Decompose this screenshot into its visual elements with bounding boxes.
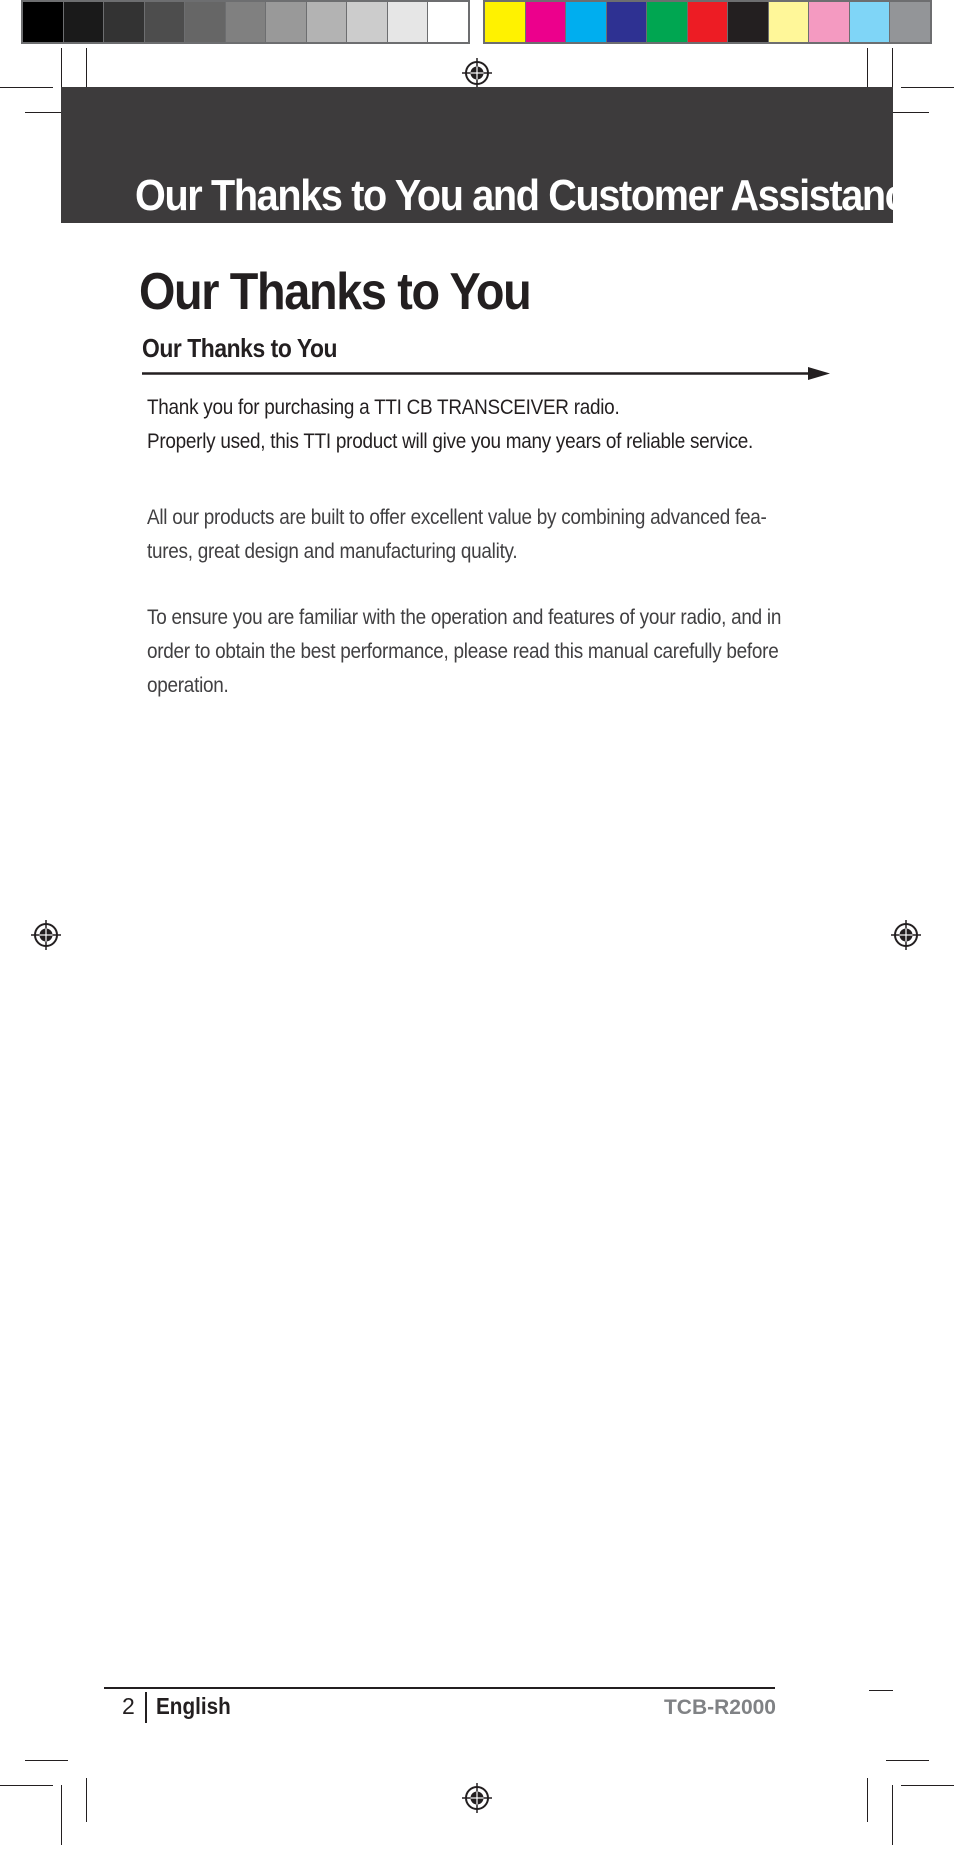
thank-you-line: Thank you for purchasing a TTI CB TRANSCEIVER radio. — [147, 395, 620, 419]
color-swatch — [526, 2, 567, 42]
crop-mark — [0, 87, 53, 88]
section-title: Our Thanks to You — [139, 263, 531, 321]
color-swatch — [428, 2, 468, 42]
color-swatch — [607, 2, 648, 42]
chapter-title: Our Thanks to You and Customer Assistance — [135, 171, 927, 220]
crop-mark — [25, 1760, 68, 1761]
footer-separator — [145, 1692, 147, 1723]
color-swatch — [185, 2, 226, 42]
reliability-line: Properly used, this TTI product will give you many years of reliable service. — [147, 429, 754, 453]
section-subtitle: Our Thanks to You — [142, 333, 338, 363]
intro-text — [147, 390, 800, 458]
crop-mark — [869, 1690, 893, 1691]
color-swatch — [566, 2, 607, 42]
color-swatch — [23, 2, 64, 42]
crop-mark — [61, 1785, 62, 1845]
arrow-rule-icon — [142, 366, 832, 382]
color-swatch — [226, 2, 267, 42]
color-swatch — [266, 2, 307, 42]
chapter-header-band — [61, 87, 927, 223]
crop-mark — [61, 48, 62, 88]
crop-mark — [886, 1760, 929, 1761]
crop-mark — [0, 1785, 53, 1786]
crop-mark — [867, 1778, 868, 1822]
registration-mark-icon — [890, 919, 922, 951]
color-swatch — [64, 2, 105, 42]
color-swatch — [769, 2, 810, 42]
footer-language: English — [156, 1693, 231, 1719]
registration-mark-icon — [461, 1782, 493, 1814]
manual-paragraph: To ensure you are familiar with the operation and features of your radio, and in order to obtain the best performance, please read this manual carefully before operation. — [147, 605, 782, 697]
page-number: 2 — [122, 1693, 135, 1719]
footer-rule — [104, 1687, 775, 1689]
products-paragraph: All our products are built to offer excellent value by combining advanced fea-tures, great design and manufacturing quality. — [147, 505, 767, 563]
color-swatch — [104, 2, 145, 42]
color-swatch — [728, 2, 769, 42]
color-swatch — [485, 2, 526, 42]
registration-mark-icon — [461, 57, 493, 89]
crop-mark — [892, 48, 893, 88]
color-swatch — [307, 2, 348, 42]
crop-mark — [86, 1778, 87, 1822]
crop-mark — [901, 1785, 954, 1786]
footer-model-number: TCB-R2000 — [663, 1696, 776, 1719]
color-swatch — [850, 2, 891, 42]
crop-mark — [892, 1785, 893, 1845]
color-swatch — [388, 2, 429, 42]
color-swatch — [145, 2, 186, 42]
registration-mark-icon — [30, 919, 62, 951]
color-swatch — [688, 2, 729, 42]
color-swatch — [890, 2, 930, 42]
crop-mark — [901, 87, 954, 88]
process-color-bar — [483, 0, 932, 44]
color-swatch — [347, 2, 388, 42]
color-swatch — [809, 2, 850, 42]
grayscale-color-bar — [21, 0, 470, 44]
color-swatch — [647, 2, 688, 42]
